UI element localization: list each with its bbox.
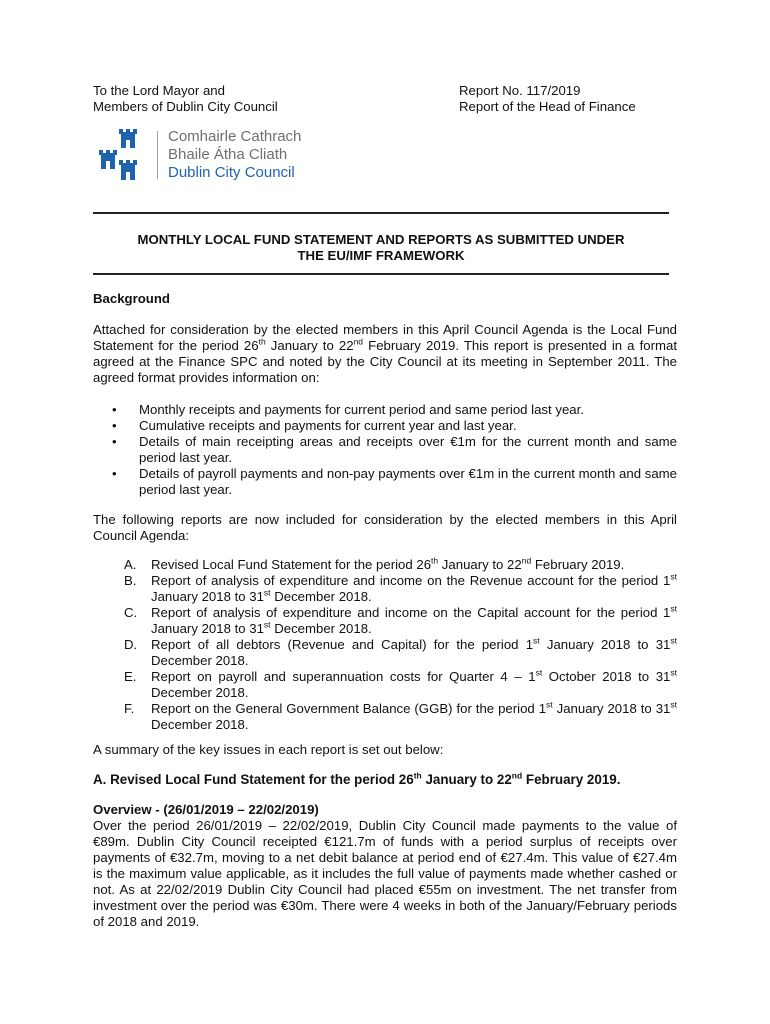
background-heading: Background xyxy=(93,291,170,306)
report-item-a: A. Revised Local Fund Statement for the period 26th January to 22nd February 2019. xyxy=(124,555,625,572)
report-item-f: F. Report on the General Government Balance (GGB) for the period 1st January 2018 to 31st December 2018. xyxy=(124,699,677,732)
title-line-2: THE EU/IMF FRAMEWORK xyxy=(297,248,465,263)
bullet-item: • Details of payroll payments and non-pay payments over €1m in the current month and same period last year. xyxy=(112,466,677,498)
document-title xyxy=(93,232,669,264)
report-item-b: B. Report of analysis of expenditure and income on the Revenue account for the period 1st January 2018 to 31st December 2018. xyxy=(124,571,677,604)
addressee-line-2: Members of Dublin City Council xyxy=(93,99,278,114)
logo-divider xyxy=(157,131,158,179)
title-line-1: MONTHLY LOCAL FUND STATEMENT AND REPORTS AS SUBMITTED UNDER xyxy=(137,232,625,247)
castle-towers-icon xyxy=(98,128,156,184)
section-a-heading: A. Revised Local Fund Statement for the period 26th January to 22nd February 2019. xyxy=(93,770,621,787)
logo-line-irish-1: Comhairle Cathrach xyxy=(168,128,302,145)
background-paragraph: Attached for consideration by the elected members in this April Council Agenda is the Local Fund Statement for the period 26th January to 22nd February 2019. This report is presented in a format agreed at the Finance SPC and noted by the City Council at its meeting in September 2011. The agreed format provides information on: xyxy=(93,322,677,385)
logo-text xyxy=(168,128,301,182)
summary-line: A summary of the key issues in each report is set out below: xyxy=(93,742,444,757)
bullet-item: • Details of main receipting areas and receipts over €1m for the current month and same period last year. xyxy=(112,434,677,466)
report-info-block xyxy=(459,83,636,115)
information-bullet-list xyxy=(112,402,677,498)
reports-list xyxy=(124,557,677,733)
overview-paragraph: Over the period 26/01/2019 – 22/02/2019, Dublin City Council made payments to the value of €89m. Dublin City Council receipted €121.7m of funds with a period surplus of receipts over payments of €32.7m, moving to a net debit balance at period end of €27.4m. This value of €27.4m is the maximum value applicable, as it includes the full value of payments made whether cashed or not. As at 22/02/2019 Dublin City Council had placed €55m on investment. The net transfer from investment over the period was €30m. There were 4 weeks in both of the January/February periods of 2018 and 2019. xyxy=(93,818,677,929)
overview-heading: Overview - (26/01/2019 – 22/02/2019) xyxy=(93,802,319,817)
title-rule-top xyxy=(93,212,669,214)
bullet-item: • Cumulative receipts and payments for current year and last year. xyxy=(112,418,677,434)
dublin-city-council-logo xyxy=(98,128,328,184)
report-item-c: C. Report of analysis of expenditure and income on the Capital account for the period 1st January 2018 to 31st December 2018. xyxy=(124,603,677,636)
logo-line-english: Dublin City Council xyxy=(168,164,295,181)
reports-intro-paragraph: The following reports are now included for consideration by the elected members in this April Council Agenda: xyxy=(93,512,677,543)
report-item-d: D. Report of all debtors (Revenue and Capital) for the period 1st January 2018 to 31st December 2018. xyxy=(124,635,677,668)
title-rule-bottom xyxy=(93,273,669,275)
logo-line-irish-2: Bhaile Átha Cliath xyxy=(168,146,288,163)
report-number: Report No. 117/2019 xyxy=(459,83,581,98)
addressee-block xyxy=(93,83,278,115)
bullet-item: • Monthly receipts and payments for current period and same period last year. xyxy=(112,402,677,418)
report-item-e: E. Report on payroll and superannuation costs for Quarter 4 – 1st October 2018 to 31st December 2018. xyxy=(124,667,677,700)
addressee-line-1: To the Lord Mayor and xyxy=(93,83,225,98)
report-author: Report of the Head of Finance xyxy=(459,99,636,114)
